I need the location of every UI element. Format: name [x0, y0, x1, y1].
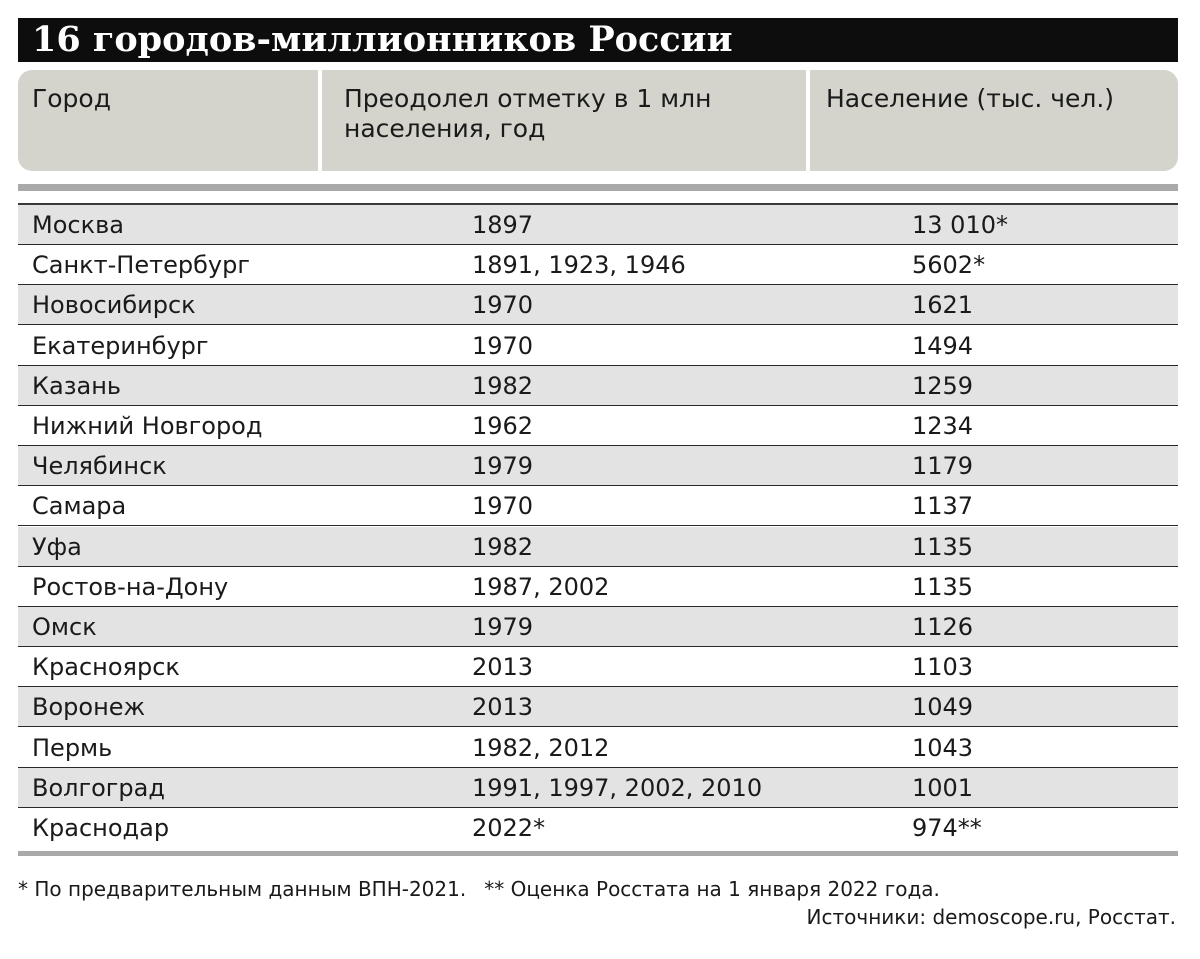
- cell-city: Омск: [32, 613, 97, 641]
- cell-population: 1494: [912, 331, 974, 360]
- header-label-population: Население (тыс. чел.): [826, 84, 1115, 113]
- table-row: [18, 607, 1178, 647]
- cell-city: Краснодар: [32, 814, 170, 842]
- footnotes: [18, 876, 940, 902]
- header-cell-city: [18, 70, 318, 171]
- cell-year: 1982, 2012: [472, 733, 610, 762]
- cell-city: Пермь: [32, 733, 113, 762]
- cell-year: 2022*: [472, 814, 546, 842]
- cell-city: Волгоград: [32, 773, 165, 802]
- table-row: [18, 808, 1178, 848]
- cell-year: 1979: [472, 613, 534, 641]
- header-cell-population: [810, 70, 1178, 171]
- cell-year: 1987, 2002: [472, 572, 610, 601]
- cell-year: 1970: [472, 492, 534, 521]
- cell-population: 1001: [912, 773, 974, 802]
- table-row: [18, 728, 1178, 768]
- title-bar: [18, 18, 1178, 62]
- table-row: [18, 567, 1178, 607]
- cell-population: 13 010*: [912, 211, 1008, 239]
- cell-population: 1126: [912, 613, 974, 641]
- cell-year: 1991, 1997, 2002, 2010: [472, 773, 763, 802]
- cell-population: 1234: [912, 412, 974, 440]
- cell-year: 1982: [472, 532, 534, 561]
- table-row: [18, 366, 1178, 406]
- header-label-year: Преодолел отметку в 1 млн населения, год: [344, 84, 712, 143]
- table-row: [18, 486, 1178, 526]
- header-cell-year: [322, 70, 806, 171]
- cell-year: 1970: [472, 331, 534, 360]
- cell-city: Воронеж: [32, 693, 146, 722]
- cell-population: 1103: [912, 653, 974, 682]
- header-divider: [18, 184, 1178, 191]
- table-row: [18, 647, 1178, 687]
- cell-year: 1979: [472, 452, 534, 481]
- table-row: [18, 687, 1178, 727]
- header-label-city: Город: [32, 84, 111, 113]
- table-row: [18, 446, 1178, 486]
- cell-population: 1135: [912, 532, 974, 561]
- cell-population: 1179: [912, 452, 974, 481]
- table-row: [18, 768, 1178, 808]
- cell-year: 2013: [472, 693, 534, 722]
- cell-year: 1982: [472, 371, 534, 400]
- table-row: [18, 285, 1178, 325]
- table-row: [18, 406, 1178, 446]
- footnote-2: ** Оценка Росстата на 1 января 2022 года.: [484, 877, 940, 901]
- cell-population: 1135: [912, 572, 974, 601]
- cell-city: Челябинск: [32, 452, 167, 481]
- cell-population: 1137: [912, 492, 974, 521]
- cell-city: Казань: [32, 371, 122, 400]
- cell-population: 5602*: [912, 251, 986, 280]
- cell-city: Уфа: [32, 532, 82, 561]
- cell-city: Москва: [32, 211, 124, 239]
- cell-year: 1897: [472, 211, 534, 239]
- cell-year: 1891, 1923, 1946: [472, 251, 686, 280]
- cell-city: Красноярск: [32, 653, 180, 682]
- cell-city: Екатеринбург: [32, 331, 209, 360]
- cell-population: 974**: [912, 814, 982, 842]
- cell-city: Новосибирск: [32, 291, 196, 320]
- cell-population: 1621: [912, 291, 974, 320]
- table-title: 16 городов-миллионников России: [32, 19, 733, 60]
- table-bottom-rule: [18, 851, 1178, 856]
- table-row: [18, 527, 1178, 567]
- table-row: [18, 205, 1178, 245]
- table-row: [18, 245, 1178, 285]
- cell-population: 1043: [912, 733, 974, 762]
- cell-year: 2013: [472, 653, 534, 682]
- cell-year: 1962: [472, 412, 534, 440]
- table-row: [18, 326, 1178, 366]
- cell-city: Нижний Новгород: [32, 412, 263, 440]
- cell-population: 1259: [912, 371, 974, 400]
- cell-city: Самара: [32, 492, 127, 521]
- source-note: Источники: demoscope.ru, Росстат.: [806, 905, 1176, 929]
- cell-city: Ростов-на-Дону: [32, 572, 229, 601]
- cell-year: 1970: [472, 291, 534, 320]
- cell-city: Санкт-Петербург: [32, 251, 250, 280]
- footnote-1: * По предварительным данным ВПН-2021.: [18, 877, 467, 901]
- cell-population: 1049: [912, 693, 974, 722]
